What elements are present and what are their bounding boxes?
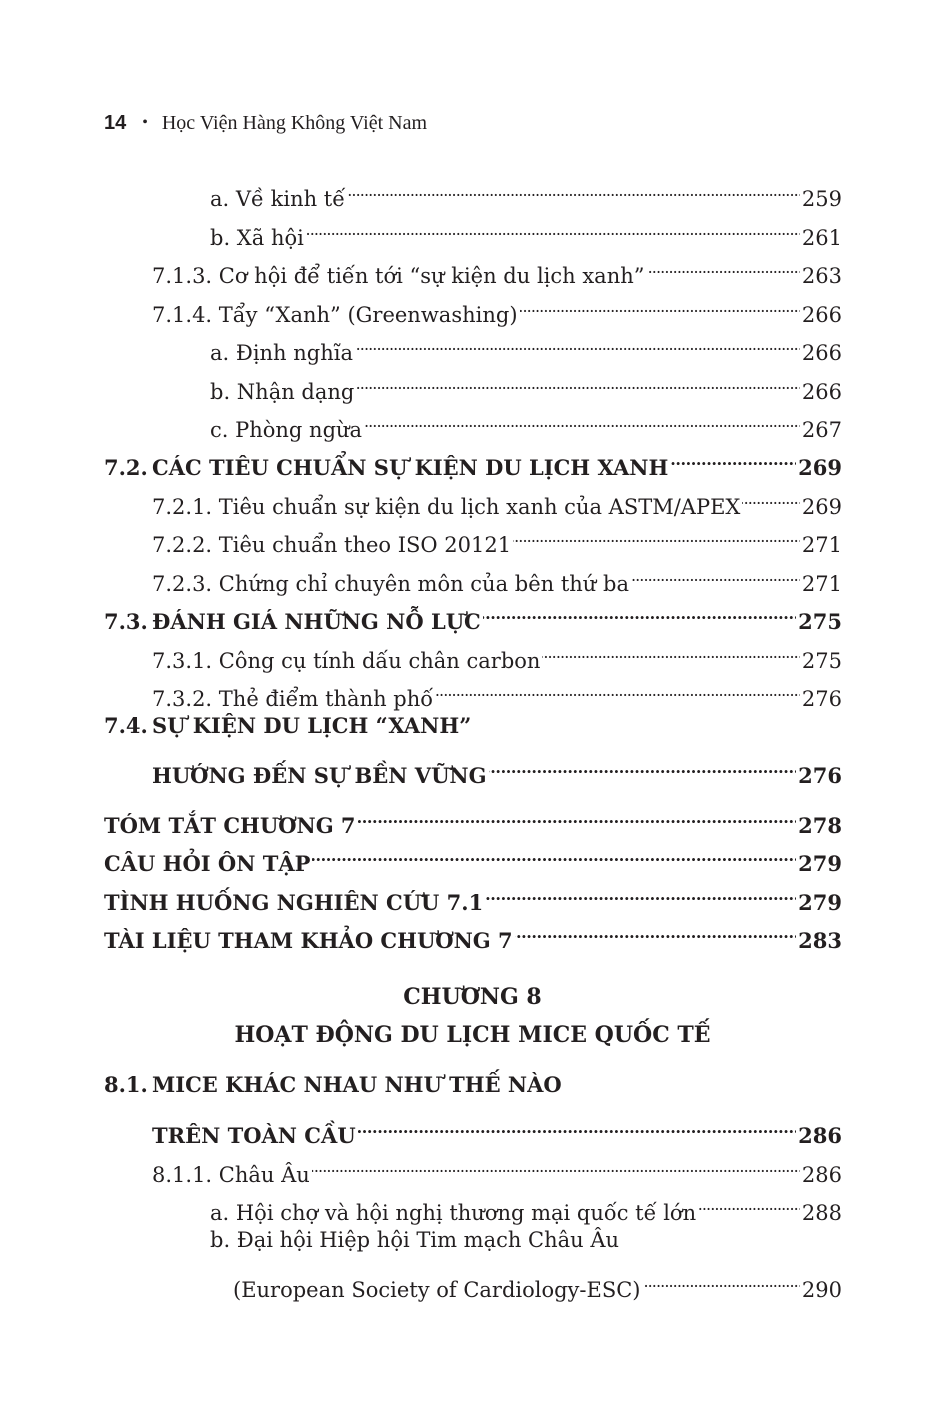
toc-section-entry[interactable] [104,872,842,915]
toc-section-entry[interactable] [104,795,842,838]
toc-section-entry[interactable] [104,591,842,634]
toc-entry[interactable] [152,476,842,519]
toc-title: 7.1.4. Tẩy “Xanh” (Greenwashing) [152,303,518,327]
toc-page: 263 [801,264,842,288]
dot-leader [489,745,797,783]
toc-title: a. Về kinh tế [210,187,346,211]
toc-page: 276 [798,763,842,788]
toc-title: 7.2.2. Tiêu chuẩn theo ISO 20121 [152,533,512,557]
toc-title: TÓM TẮT CHƯƠNG 7 [104,813,356,838]
toc-title: c. Phòng ngừa [210,418,363,442]
toc-page: 269 [801,495,842,519]
toc-title: MICE KHÁC NHAU NHƯ THẾ NÀO [152,1072,562,1097]
dot-leader [631,553,800,591]
dot-leader [520,284,800,322]
toc-section-entry-continued[interactable] [152,1105,842,1148]
dot-leader [670,437,796,475]
toc-page: 261 [801,226,842,250]
toc-page: 266 [801,303,842,327]
toc-page: 271 [801,572,842,596]
toc-title: 7.1.3. Cơ hội để tiến tới “sự kiện du lịch xanh” [152,264,645,288]
toc-title: 7.3.2. Thẻ điểm thành phố [152,687,434,711]
toc-title: TRÊN TOÀN CẦU [152,1123,356,1148]
toc-page: 266 [801,341,842,365]
toc-title: SỰ KIỆN DU LỊCH “XANH” [152,713,472,738]
toc-title: 8.1.1. Châu Âu [152,1163,310,1187]
toc-page: 290 [801,1278,842,1302]
toc-section-entry[interactable] [104,910,842,953]
toc-page: 275 [801,649,842,673]
dot-leader [347,168,800,206]
dot-leader [515,910,797,948]
toc-section-entry[interactable] [104,1066,842,1104]
dot-leader [483,591,796,629]
toc-page: 275 [798,609,842,634]
toc-entry[interactable] [152,668,842,711]
toc-entry[interactable] [152,245,842,288]
toc-title: CÁC TIÊU CHUẨN SỰ KIỆN DU LỊCH XANH [152,455,669,480]
toc-section-entry-continued[interactable] [152,745,842,788]
dot-leader [364,399,800,437]
toc-title: a. Hội chợ và hội nghị thương mại quốc tế lớn [210,1201,697,1225]
toc-title: b. Nhận dạng [210,380,355,404]
toc-entry[interactable] [152,1144,842,1187]
toc-section-entry[interactable] [104,833,842,876]
toc-page: 283 [798,928,842,953]
dot-leader [698,1182,800,1220]
toc-entry[interactable] [152,630,842,673]
dot-leader [485,872,796,910]
toc-title: TÌNH HUỐNG NGHIÊN CỨU 7.1 [104,890,484,915]
dot-leader [312,1144,800,1182]
toc-title: TÀI LIỆU THAM KHẢO CHƯƠNG 7 [104,928,513,953]
toc-title: b. Xã hội [210,226,304,250]
toc-page: 286 [798,1123,842,1148]
dot-leader [358,795,797,833]
toc-page: 259 [801,187,842,211]
toc-entry[interactable] [210,207,842,250]
toc-title: CÂU HỎI ÔN TẬP [104,851,311,876]
page-number: 14 [104,111,127,134]
toc-entry[interactable] [210,1182,842,1225]
chapter-title: HOẠT ĐỘNG DU LỊCH MICE QUỐC TẾ [234,1022,711,1048]
dot-leader [312,833,796,871]
toc-entry[interactable] [210,361,842,404]
toc-entry[interactable] [210,322,842,365]
toc-page: 279 [798,851,842,876]
dot-leader [647,245,800,283]
separator-bullet: • [142,114,148,131]
toc-title: 7.3.1. Công cụ tính dấu chân carbon [152,649,541,673]
toc-number: 7.4. [104,713,148,738]
toc-number: 7.2. [104,455,148,480]
dot-leader [355,322,800,360]
toc-page: 271 [801,533,842,557]
toc-entry-continued[interactable] [233,1259,842,1302]
toc-entry[interactable] [210,399,842,442]
dot-leader [358,1105,797,1143]
publisher-name: Học Viện Hàng Không Việt Nam [161,111,428,134]
toc-title: ĐÁNH GIÁ NHỮNG NỖ LỰC [152,609,481,634]
dot-leader [513,514,800,552]
toc-page: 267 [801,418,842,442]
toc-entry[interactable] [152,553,842,596]
toc-title: b. Đại hội Hiệp hội Tim mạch Châu Âu [210,1228,620,1252]
dot-leader [542,630,799,668]
toc-section-entry[interactable] [104,437,842,480]
toc-number: 8.1. [104,1072,148,1097]
toc-title: (European Society of Cardiology-ESC) [233,1278,641,1302]
dot-leader [356,361,800,399]
toc-title: 7.2.1. Tiêu chuẩn sự kiện du lịch xanh của ASTM/APEX [152,495,741,519]
toc-entry[interactable] [152,284,842,327]
toc-page: 278 [798,813,842,838]
running-header [104,108,427,138]
toc-page: 266 [801,380,842,404]
toc-page: 286 [801,1163,842,1187]
dot-leader [643,1259,800,1297]
toc-page: 279 [798,890,842,915]
toc-page: 269 [798,455,842,480]
dot-leader [306,207,800,245]
toc-section-entry[interactable] [104,707,842,745]
toc-title: 7.2.3. Chứng chỉ chuyên môn của bên thứ ba [152,572,629,596]
toc-number: 7.3. [104,609,148,634]
dot-leader [435,668,800,706]
toc-title: a. Định nghĩa [210,341,353,365]
toc-entry[interactable] [152,514,842,557]
toc-page: 276 [801,687,842,711]
chapter-label: CHƯƠNG 8 [403,984,542,1010]
dot-leader [742,476,800,514]
toc-entry[interactable] [210,168,842,211]
toc-page: 288 [801,1201,842,1225]
toc-entry[interactable] [210,1221,842,1259]
toc-title: HƯỚNG ĐẾN SỰ BỀN VỮNG [152,763,487,788]
